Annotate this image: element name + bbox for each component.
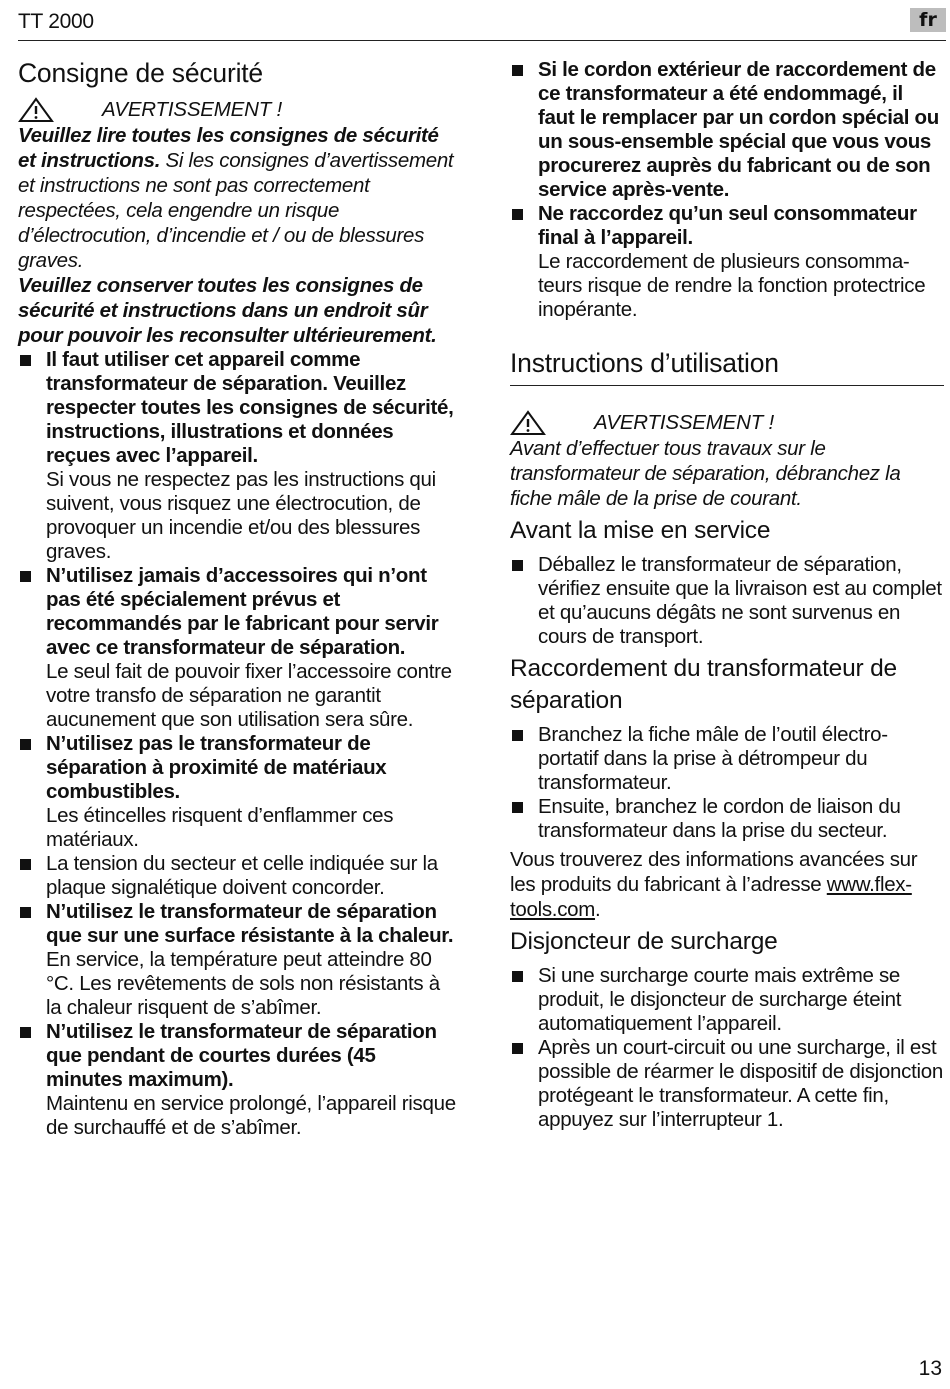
- right-column: [510, 58, 944, 1132]
- list-item: N’utilisez le transformateur de séparation que pendant de courtes durées (45 minutes maximum). Maintenu en service prolongé, l’appareil risque de surchauffé et de s’abîmer.: [18, 1020, 456, 1140]
- list-item: Déballez le transformateur de séparation, vérifiez ensuite que la livraison est au complet et qu’aucuns dégâts ne sont survenus en cours de transport.: [510, 553, 944, 649]
- warning-text: Si les consignes d’avertissement et instructions ne sont pas correctement respectées, cela engendre un risque d’électrocution, d’incendie et / ou de blessures graves.: [18, 149, 454, 272]
- model-name: TT 2000: [18, 10, 94, 33]
- safety-title: Consigne de sécurité: [18, 58, 263, 88]
- warning-paragraph: [18, 123, 456, 273]
- warning-bold-text: Veuillez lire toutes les consignes de sécurité et instructions.: [18, 124, 439, 172]
- connection-title: Raccordement du transformateur de séparation: [510, 655, 897, 714]
- list-item: Branchez la fiche mâle de l’outil électro-portatif dans la prise à détrompeur du transformateur.: [510, 723, 944, 795]
- list-item: Il faut utiliser cet appareil comme transformateur de séparation. Veuillez respecter toutes les consignes de sécurité, instructions, illustrations et données reçues avec l’appareil. Si vous ne respectez pas les instructions qui suivent, vous risquez une électrocution, de provoquer un incendie et/ou des blessures graves.: [18, 348, 456, 564]
- list-item: N’utilisez pas le transformateur de séparation à proximité de matériaux combustibles. Les étincelles risquent d’enflammer ces matériaux.: [18, 732, 456, 852]
- left-column: [18, 58, 456, 1140]
- usage-warning-text: Avant d’effectuer tous travaux sur le transformateur de séparation, débranchez la fiche mâle de la prise de courant.: [510, 437, 901, 510]
- list-item: Si une surcharge courte mais extrême se produit, le disjoncteur de surcharge éteint automatiquement l’appareil.: [510, 964, 944, 1036]
- warning-label: AVERTISSEMENT !: [594, 411, 775, 434]
- overload-list: [510, 964, 944, 1132]
- warning-triangle-icon: [510, 410, 546, 436]
- warning-label: AVERTISSEMENT !: [102, 98, 283, 121]
- warning-triangle-icon: [18, 97, 54, 123]
- list-item: Après un court-circuit ou une surcharge, il est possible de réarmer le dispositif de disjonction protégeant le transformateur. A cette fin, appuyez sur l’interrupteur 1.: [510, 1036, 944, 1132]
- connection-list: [510, 723, 944, 843]
- language-badge: fr: [910, 8, 946, 32]
- page-number: 13: [918, 1357, 942, 1380]
- commissioning-title: Avant la mise en service: [510, 517, 771, 544]
- list-item: N’utilisez le transformateur de séparation que sur une surface résistante à la chaleur. En service, la température peut atteindre 80 °C. Les revêtements de sols non résistants à la chaleur risquent de s’abîmer.: [18, 900, 456, 1020]
- list-item: Ne raccordez qu’un seul consommateur final à l’appareil. Le raccordement de plusieurs consomma-teurs risque de rendre la fonction protectrice inopérante.: [510, 202, 944, 322]
- usage-warning-heading: [510, 410, 944, 436]
- website-link[interactable]: www.flex-tools.com: [510, 873, 912, 921]
- safety-list-continued: [510, 58, 944, 322]
- list-item: La tension du secteur et celle indiquée sur la plaque signalétique doivent concorder.: [18, 852, 456, 900]
- info-paragraph: Vous trouverez des informations avancées sur les produits du fabricant à l’adresse www.flex-tools.com.: [510, 848, 918, 921]
- overload-title: Disjoncteur de surcharge: [510, 928, 778, 955]
- keep-instructions-text: Veuillez conserver toutes les consignes de sécurité et instructions dans un endroit sûr pour pouvoir les reconsulter ultérieurement.: [18, 274, 437, 347]
- list-item: Si le cordon extérieur de raccordement de ce transformateur a été endommagé, il faut le remplacer par un cordon spécial ou un sous-ensemble spécial que vous vous procurerez auprès du fabricant ou de son service après-vente.: [510, 58, 944, 202]
- page-header: [18, 8, 946, 41]
- list-item: N’utilisez jamais d’accessoires qui n’ont pas été spécialement prévus et recommandés par le fabricant pour servir avec ce transformateur de séparation. Le seul fait de pouvoir fixer l’accessoire contre votre transfo de séparation ne garantit aucunement que son utilisation sera sûre.: [18, 564, 456, 732]
- list-item: Ensuite, branchez le cordon de liaison du transformateur dans la prise du secteur.: [510, 795, 944, 843]
- safety-list: [18, 348, 456, 1140]
- commissioning-list: [510, 553, 944, 649]
- usage-title: Instructions d’utilisation: [510, 348, 944, 386]
- warning-heading: [18, 97, 456, 123]
